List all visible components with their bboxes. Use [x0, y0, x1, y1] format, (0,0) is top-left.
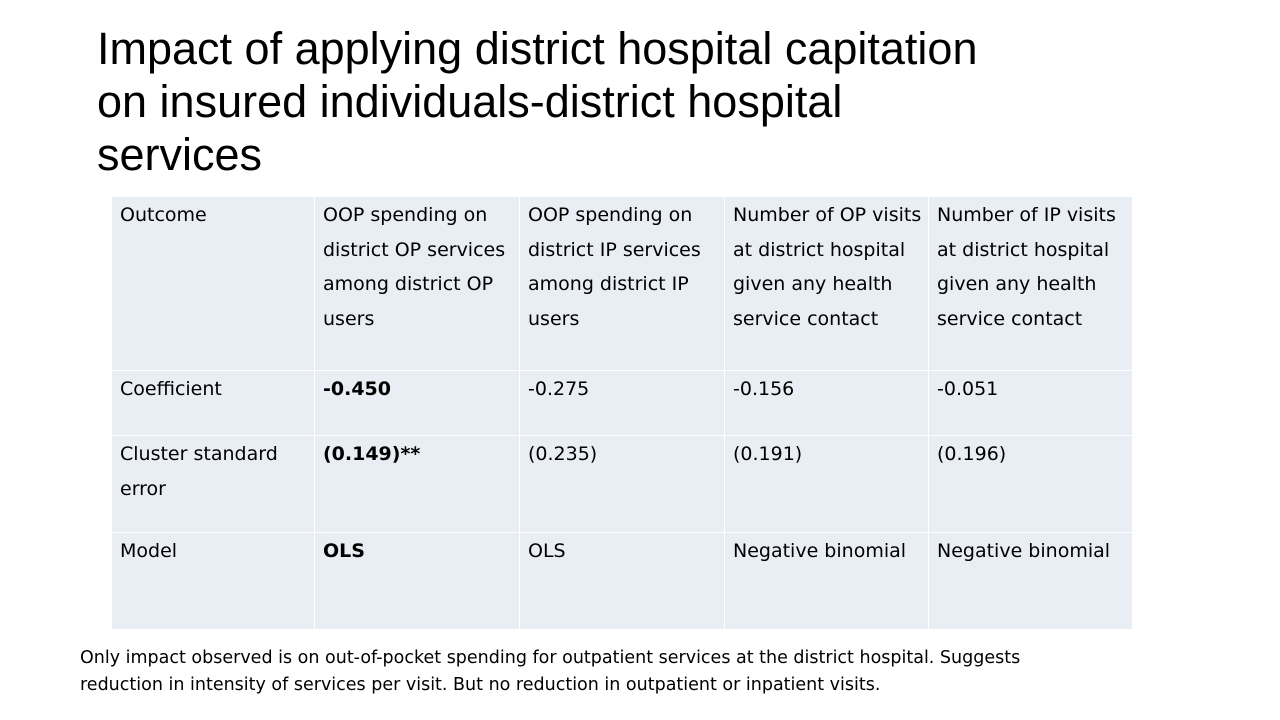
table-row-coefficient [112, 371, 1133, 436]
table-cell: -0.275 [520, 371, 725, 436]
table-cell: -0.051 [929, 371, 1133, 436]
table-cell: OLS [315, 533, 520, 630]
table-cell: Negative binomial [725, 533, 929, 630]
slide-title [97, 22, 1237, 181]
table-cell: -0.450 [315, 371, 520, 436]
footnote [80, 645, 1260, 699]
header-outcome: Outcome [112, 197, 315, 371]
table-cell: Negative binomial [929, 533, 1133, 630]
table-cell: (0.191) [725, 436, 929, 533]
slide-title-line-2: on insured individuals-district hospital [97, 76, 843, 127]
header-ip-visits: Number of IP visits at district hospital given any health service contact [929, 197, 1133, 371]
header-oop-op-spending: OOP spending on district OP services among district OP users [315, 197, 520, 371]
row-label: Model [112, 533, 315, 630]
header-oop-ip-spending: OOP spending on district IP services among district IP users [520, 197, 725, 371]
table-cell: (0.196) [929, 436, 1133, 533]
footnote-line-1: Only impact observed is on out-of-pocket spending for outpatient services at the district hospital. Suggests [80, 648, 1021, 668]
table-header-row [112, 197, 1133, 371]
row-label: Coefficient [112, 371, 315, 436]
row-label: Cluster standard error [112, 436, 315, 533]
results-table [111, 196, 1133, 630]
table-cell: (0.235) [520, 436, 725, 533]
footnote-line-2: reduction in intensity of services per visit. But no reduction in outpatient or inpatient visits. [80, 675, 881, 695]
header-op-visits: Number of OP visits at district hospital given any health service contact [725, 197, 929, 371]
table-cell: OLS [520, 533, 725, 630]
table-row-model [112, 533, 1133, 630]
table-cell: -0.156 [725, 371, 929, 436]
slide-title-line-3: services [97, 129, 263, 180]
table-cell: (0.149)** [315, 436, 520, 533]
table-row-standard-error [112, 436, 1133, 533]
slide-title-line-1: Impact of applying district hospital capitation [97, 23, 978, 74]
